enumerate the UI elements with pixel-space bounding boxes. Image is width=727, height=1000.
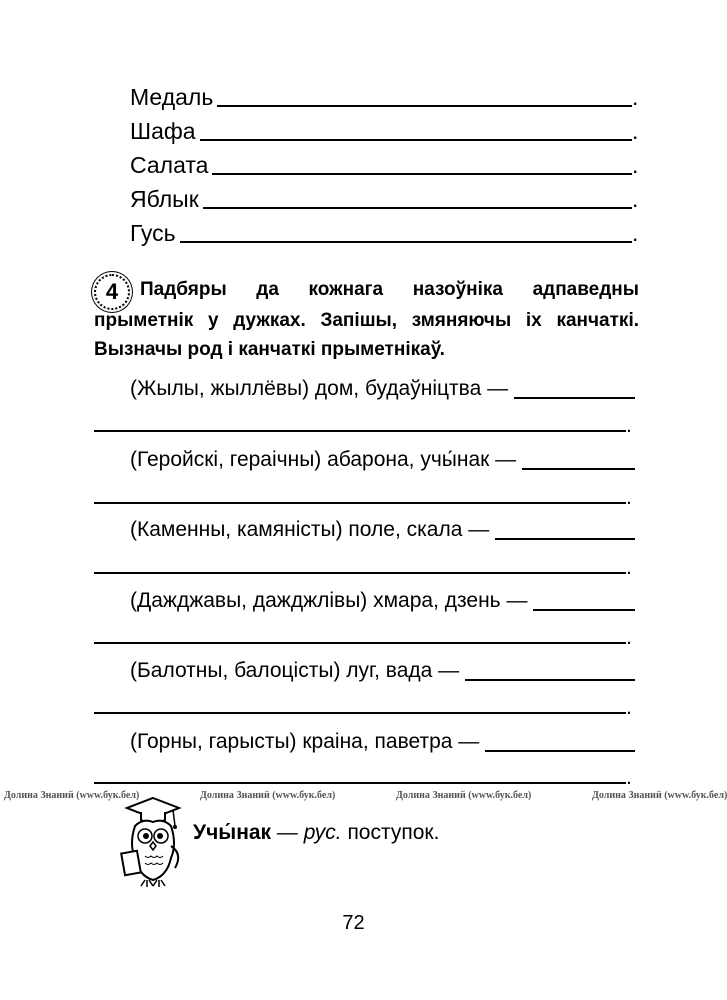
page-number: 72 [342, 912, 365, 934]
exercise-row [130, 513, 635, 543]
exercise-row [130, 584, 635, 614]
exercise-phrase: (Балотны, балоцісты) луг, вада — [130, 659, 460, 682]
answer-line[interactable] [212, 151, 632, 175]
watermark-text: Долина Знаний (www.бук.бел) [200, 790, 336, 801]
answer-line[interactable] [533, 587, 635, 611]
answer-line[interactable] [217, 83, 632, 107]
note-lang: рус. [303, 821, 342, 844]
answer-line-full[interactable] [94, 412, 634, 437]
word-row [130, 148, 640, 178]
answer-line[interactable] [94, 554, 626, 574]
line-end: . [626, 696, 632, 719]
word-label: Салата [130, 152, 209, 178]
answer-line[interactable] [514, 375, 635, 399]
note-dash: — [276, 821, 298, 844]
answer-line-full[interactable] [94, 624, 634, 649]
answer-line-full[interactable] [94, 554, 634, 579]
word-row [130, 114, 640, 144]
answer-line[interactable] [94, 764, 626, 784]
word-label: Шафа [130, 118, 196, 144]
word-row [130, 216, 640, 246]
answer-line-full[interactable] [94, 764, 634, 789]
exercise-phrase: (Геройскі, гераічны) абарона, учы́нак — [130, 448, 517, 471]
answer-line[interactable] [522, 446, 635, 470]
watermark-text: Долина Знаний (www.бук.бел) [592, 790, 727, 801]
exercise-phrase: (Жылы, жыллёвы) дом, будаўніцтва — [130, 377, 509, 400]
word-label: Яблык [130, 186, 199, 212]
line-end: . [626, 486, 632, 509]
exercise-row [130, 443, 635, 473]
vocabulary-note [193, 820, 439, 846]
note-term: Учы́нак [193, 821, 272, 844]
answer-line-full[interactable] [94, 484, 634, 509]
line-end: . [626, 414, 632, 437]
task-number-badge: 4 [94, 274, 130, 310]
exercise-phrase: (Горны, гарысты) краіна, паветра — [130, 730, 480, 753]
line-end: . [632, 152, 639, 178]
exercise-phrase: (Дажджавы, дажджлівы) хмара, дзень — [130, 589, 528, 612]
line-end: . [632, 186, 639, 212]
line-end: . [632, 220, 639, 246]
watermark-text: Долина Знаний (www.бук.бел) [4, 790, 140, 801]
answer-line[interactable] [94, 624, 626, 644]
line-end: . [626, 626, 632, 649]
exercise-row [130, 725, 635, 755]
note-translation: поступок. [347, 821, 440, 844]
watermark-text: Долина Знаний (www.бук.бел) [396, 790, 532, 801]
task-text: Падбяры да кожнага назоўніка адпаведны прыметнік у дужках. Запішы, змяняючы іх канчаткі. Вызначы род і канчаткі прыметнікаў. [94, 279, 639, 360]
word-label: Медаль [130, 84, 214, 110]
answer-line[interactable] [495, 516, 635, 540]
watermark-strip [0, 790, 727, 804]
answer-line[interactable] [94, 484, 626, 504]
answer-line[interactable] [200, 117, 632, 141]
answer-line[interactable] [94, 412, 626, 432]
exercise-row [130, 654, 635, 684]
line-end: . [626, 766, 632, 789]
word-label: Гусь [130, 220, 176, 246]
owl-graduate-icon [117, 796, 189, 888]
answer-line[interactable] [180, 219, 632, 243]
exercise-phrase: (Каменны, камяністы) поле, скала — [130, 518, 490, 541]
line-end: . [626, 556, 632, 579]
answer-line[interactable] [203, 185, 632, 209]
line-end: . [632, 84, 639, 110]
word-row [130, 80, 640, 110]
task-instruction [94, 270, 639, 364]
answer-line[interactable] [465, 657, 635, 681]
answer-line[interactable] [485, 728, 635, 752]
word-row [130, 182, 640, 212]
line-end: . [632, 118, 639, 144]
exercise-row [130, 372, 635, 402]
answer-line[interactable] [94, 694, 626, 714]
answer-line-full[interactable] [94, 694, 634, 719]
